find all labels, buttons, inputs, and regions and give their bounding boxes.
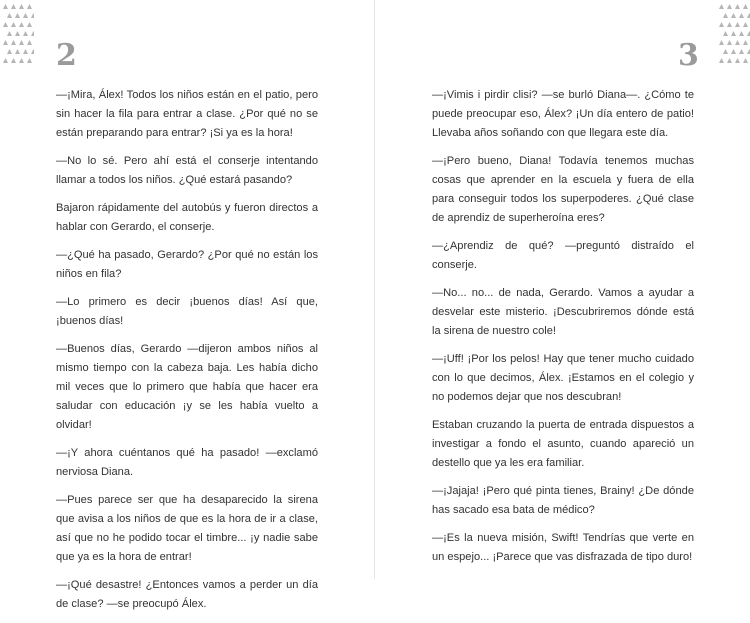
- triangle-mark: [743, 58, 748, 63]
- triangle-mark: [719, 4, 724, 9]
- triangle-mark: [735, 58, 740, 63]
- paragraph: —Pues parece ser que ha desaparecido la sirena que avisa a los niños de que es la hora de ir a clase, así que no he podido tocar el timbre... ¡y nadie sabe que ya es la hora de entrar!: [56, 494, 318, 563]
- triangle-mark: [7, 13, 12, 18]
- triangle-mark: [31, 13, 34, 18]
- triangle-mark: [27, 58, 32, 63]
- triangle-mark: [735, 40, 740, 45]
- triangle-mark: [27, 4, 32, 9]
- left-page-text: [56, 86, 318, 623]
- triangle-mark: [23, 31, 28, 36]
- triangle-mark: [27, 40, 32, 45]
- triangle-mark: [3, 4, 8, 9]
- page-number-left: 2: [56, 38, 77, 73]
- triangle-mark: [7, 49, 12, 54]
- paragraph: Estaban cruzando la puerta de entrada dispuestos a investigar a fondo el asunto, cuando apareció un destello que ya les era familiar.: [432, 419, 694, 469]
- triangle-mark: [11, 4, 16, 9]
- triangle-mark: [743, 40, 748, 45]
- paragraph: —¿Aprendiz de qué? —preguntó distraído el conserje.: [432, 240, 694, 271]
- triangle-mark: [743, 22, 748, 27]
- paragraph: —No lo sé. Pero ahí está el conserje intentando llamar a todos los niños. ¿Qué estará pasando?: [56, 155, 318, 186]
- paragraph: —¡Y ahora cuéntanos qué ha pasado! —exclamó nerviosa Diana.: [56, 447, 318, 478]
- triangle-mark: [735, 22, 740, 27]
- triangle-mark: [731, 49, 736, 54]
- paragraph: —¡Vimis i pirdir clisi? —se burló Diana—. ¿Cómo te puede preocupar eso, Álex? ¡Un día entero de patio! Llevaba años soñando con que llegara este día.: [432, 89, 694, 139]
- paragraph: —¡Es la nueva misión, Swift! Tendrías que verte en un espejo... ¡Parece que vas disfrazada de tipo duro!: [432, 532, 694, 563]
- paragraph: —¡Mira, Álex! Todos los niños están en el patio, pero sin hacer la fila para entrar a clase. ¿Por qué no se están preparando para entrar? ¡Si ya es la hora!: [56, 89, 318, 139]
- triangle-mark: [31, 31, 34, 36]
- paragraph: —¡Uff! ¡Por los pelos! Hay que tener mucho cuidado con lo que decimos, Álex. ¡Estamos en el colegio y no podemos dejar que nos descubran!: [432, 353, 694, 403]
- paragraph: —¿Qué ha pasado, Gerardo? ¿Por qué no están los niños en fila?: [56, 249, 318, 280]
- triangle-mark: [23, 13, 28, 18]
- triangle-mark: [727, 40, 732, 45]
- triangle-mark: [723, 49, 728, 54]
- triangle-mark: [723, 31, 728, 36]
- triangle-mark: [19, 22, 24, 27]
- triangle-pattern-icon: [716, 0, 750, 70]
- triangle-mark: [15, 13, 20, 18]
- triangle-mark: [11, 22, 16, 27]
- paragraph: —No... no... de nada, Gerardo. Vamos a ayudar a desvelar este misterio. ¡Descubriremos dónde está la sirena de nuestro cole!: [432, 287, 694, 337]
- triangle-mark: [3, 22, 8, 27]
- triangle-mark: [15, 31, 20, 36]
- paragraph: —¡Qué desastre! ¿Entonces vamos a perder un día de clase? —se preocupó Álex.: [56, 579, 318, 610]
- paragraph: —Lo primero es decir ¡buenos días! Así que, ¡buenos días!: [56, 296, 318, 327]
- triangle-mark: [19, 4, 24, 9]
- triangle-mark: [19, 40, 24, 45]
- triangle-mark: [723, 13, 728, 18]
- triangle-mark: [19, 58, 24, 63]
- triangle-mark: [3, 40, 8, 45]
- triangle-mark: [727, 4, 732, 9]
- triangle-mark: [731, 31, 736, 36]
- triangle-mark: [31, 49, 34, 54]
- triangle-mark: [3, 58, 8, 63]
- triangle-mark: [731, 13, 736, 18]
- triangle-pattern-icon: [0, 0, 34, 70]
- triangle-mark: [7, 31, 12, 36]
- paragraph: —¡Jajaja! ¡Pero qué pinta tienes, Brainy! ¿De dónde has sacado esa bata de médico?: [432, 485, 694, 516]
- page-gutter: [374, 0, 375, 579]
- triangle-mark: [23, 49, 28, 54]
- triangle-mark: [27, 22, 32, 27]
- triangle-mark: [719, 58, 724, 63]
- triangle-mark: [15, 49, 20, 54]
- paragraph: —Buenos días, Gerardo —dijeron ambos niños al mismo tiempo con la cabeza baja. Les había dicho mil veces que lo primero que había que hacer era saludar con educación ¡y se les había vuelto a olvidar!: [56, 343, 318, 431]
- triangle-mark: [719, 40, 724, 45]
- triangle-mark: [11, 58, 16, 63]
- paragraph: —¡Pero bueno, Diana! Todavía tenemos muchas cosas que aprender en la escuela y fuera de ella para conseguir todos los superpoderes. ¿Qué clase de aprendiz de superheroína eres?: [432, 155, 694, 224]
- triangle-mark: [727, 22, 732, 27]
- right-page-text: [432, 86, 694, 576]
- triangle-mark: [739, 13, 744, 18]
- page-number-right: 3: [678, 38, 699, 73]
- triangle-mark: [739, 49, 744, 54]
- triangle-mark: [743, 4, 748, 9]
- triangle-mark: [739, 31, 744, 36]
- triangle-mark: [727, 58, 732, 63]
- triangle-mark: [735, 4, 740, 9]
- paragraph: Bajaron rápidamente del autobús y fueron directos a hablar con Gerardo, el conserje.: [56, 202, 318, 233]
- triangle-mark: [11, 40, 16, 45]
- triangle-mark: [719, 22, 724, 27]
